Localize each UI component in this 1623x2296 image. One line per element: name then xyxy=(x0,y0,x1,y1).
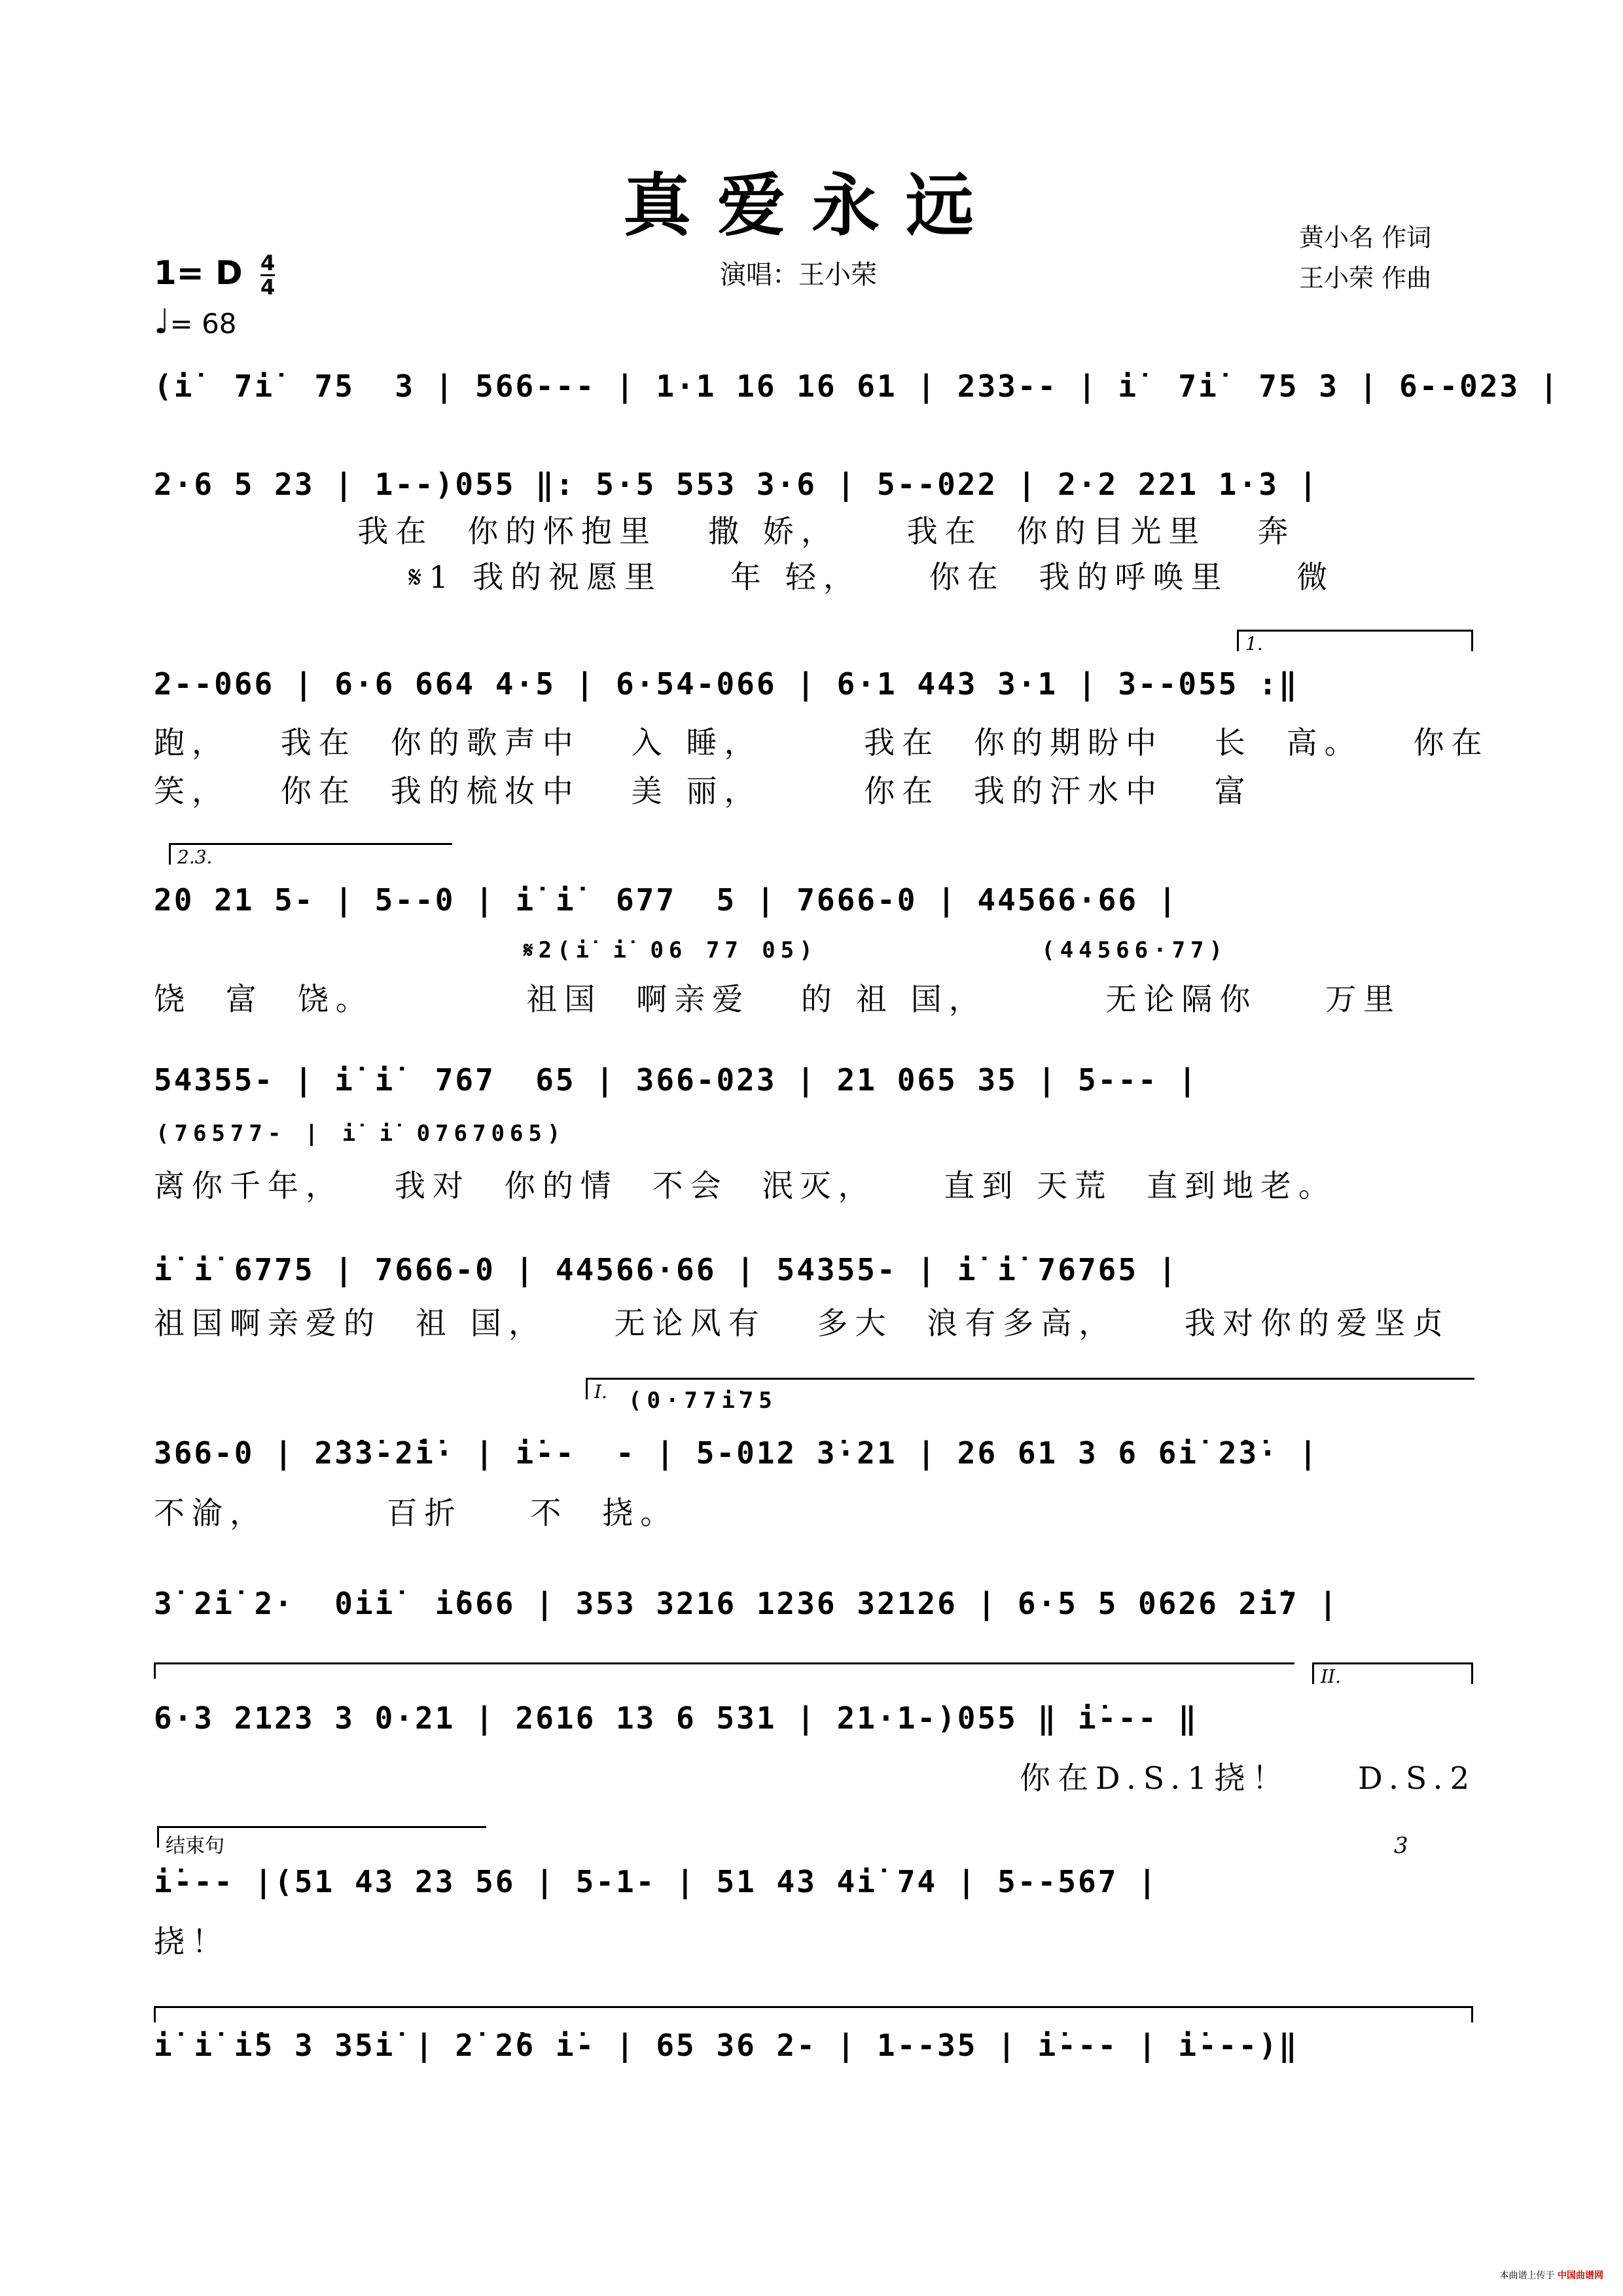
key-label: 1= D xyxy=(154,254,243,292)
volta-bracket xyxy=(1237,630,1473,655)
lyric-line: 𝄋1 我的祝愿里 年 轻， 你在 我的呼唤里 微 xyxy=(154,560,1335,596)
coda-label: 结束句 xyxy=(166,1835,224,1857)
lyric-line: 饶 富 饶。 祖国 啊亲爱 的 祖 国， 无论隔你 万里 xyxy=(154,982,1402,1018)
volta-bracket xyxy=(154,1662,1294,1679)
notation-row: i̇ i̇ i̇5 3 35i̇ | 2̇ 2̇6 i̇- | 65 36 2- | 1--35 | i̇--- | i̇---)‖ xyxy=(154,2028,1299,2063)
notation-row: i̇--- |(51 43 23 56 | 5-1- | 51 43 4i̇ 74 | 5--567 | xyxy=(154,1864,1158,1899)
footer-text: 本曲谱上传于 xyxy=(1499,2270,1555,2281)
volta-label: I. xyxy=(594,1381,607,1403)
volta-label: II. xyxy=(1321,1666,1342,1687)
notation-row: 2--066 | 6·6 664 4·5 | 6·54-066 | 6·1 443 3·1 | 3--055 :‖ xyxy=(154,666,1299,702)
accompaniment-line: 𝄋2(i̇ i̇ 06 77 05) (44566·77) xyxy=(524,937,1228,963)
footer-brand: 中国曲谱网 xyxy=(1558,2270,1603,2281)
key-signature xyxy=(154,252,275,298)
lyric-line: 笑， 你在 我的梳妆中 美 丽， 你在 我的汗水中 富 xyxy=(154,774,1253,810)
notation-row: 3̇ 2̇i̇ 2· 0i̇i̇ i̇666 | 353 3216 1236 32126 | 6·5 5 0626 2̇i̇7 | xyxy=(154,1586,1339,1621)
volta-bracket xyxy=(1312,1662,1473,1687)
lyric-line: 你在D.S.1挠！ D.S.2 xyxy=(154,1761,1477,1797)
accompaniment-line: (76577- | i̇ i̇ 0767065) xyxy=(156,1121,566,1147)
volta-label: 2.3. xyxy=(177,846,213,868)
volta-bracket xyxy=(169,843,452,868)
lyric-line: 挠！ xyxy=(154,1924,230,1960)
quarter-note-icon: ♩ xyxy=(154,302,170,342)
coda-bracket xyxy=(157,1826,486,1857)
composer: 王小荣 作曲 xyxy=(1299,264,1432,293)
time-bottom: 4 xyxy=(260,275,276,300)
tempo-value: = 68 xyxy=(169,308,237,340)
site-footer xyxy=(1500,2269,1603,2282)
notation-row: 54355- | i̇ i̇ 767 65 | 366-023 | 21 065 35 | 5--- | xyxy=(154,1062,1199,1098)
notation-row: 2·6 5 23 | 1--)055 ‖: 5·5 553 3·6 | 5--022 | 2·2 221 1·3 | xyxy=(154,467,1319,502)
lyric-line: 祖国啊亲爱的 祖 国， 无论风有 多大 浪有多高， 我对你的爱坚贞 xyxy=(154,1306,1451,1342)
time-signature xyxy=(260,252,275,298)
lyric-line: 不渝， 百折 不 挠。 xyxy=(154,1496,679,1532)
volta-label: 1. xyxy=(1245,633,1263,655)
triplet-mark: 3 xyxy=(1394,1833,1408,1859)
notation-row: 366-0 | 2̇3̇3̇-2̇i̇· | i̇-- - | 5-012 3̇·21 | 26 61 3 6 6i̇ 2̇3̇· | xyxy=(154,1435,1319,1471)
notation-row: 20 21 5- | 5--0 | i̇ i̇ 677 5 | 7666-0 | 44566·66 | xyxy=(154,882,1179,918)
time-top: 4 xyxy=(260,251,276,276)
notation-row: i̇ i̇ 6775 | 7666-0 | 44566·66 | 54355- | i̇ i̇ 76765 | xyxy=(154,1252,1179,1287)
notation-row: (i̇ 7i̇ 75 3 | 566--- | 1·1 16 16 61 | 233-- | i̇ 7i̇ 75 3 | 6--023 | xyxy=(154,368,1560,404)
lyric-line: 离你千年， 我对 你的情 不会 泯灭， 直到 天荒 直到地老。 xyxy=(154,1168,1337,1204)
singer: 演唱：王小荣 xyxy=(720,260,877,290)
lyric-line: 跑， 我在 你的歌声中 入 睡， 我在 你的期盼中 长 高。 你在 xyxy=(154,725,1489,761)
lyricist: 黄小名 作词 xyxy=(1299,223,1432,252)
song-title: 真爱永远 xyxy=(622,165,1000,245)
lyric-line: 我在 你的怀抱里 撒 娇， 我在 你的目光里 奔 xyxy=(154,514,1296,550)
credits xyxy=(1299,217,1431,298)
accompaniment-line: (0·77i̇75 xyxy=(628,1388,777,1414)
notation-row: 6·3 2123 3 0·21 | 2616 13 6 531 | 21·1-)055 ‖ i̇--- ‖ xyxy=(154,1700,1199,1736)
tempo-mark xyxy=(154,302,237,342)
